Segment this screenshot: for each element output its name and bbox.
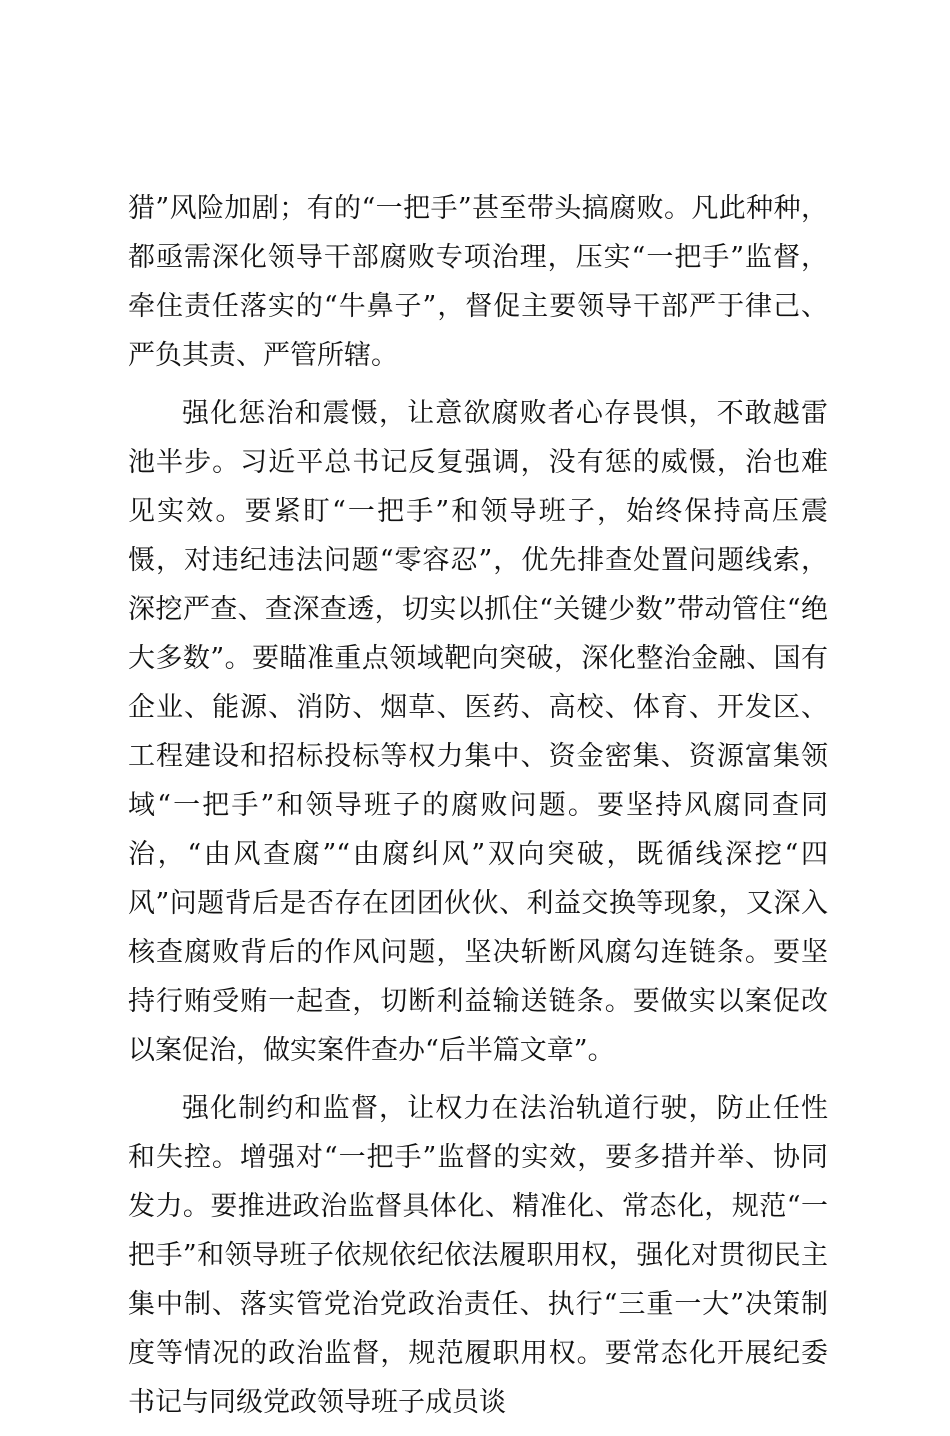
paragraph-2: 强化惩治和震慑，让意欲腐败者心存畏惧，不敢越雷池半步。习近平总书记反复强调，没有惩的威慑，治也难见实效。要紧盯“一把手”和领导班子，始终保持高压震慑，对违纪违法问题“零容忍”，优先排查处置问题线索，深挖严查、查深查透，切实以抓住“关键少数”带动管住“绝大多数”。要瞄准重点领域靶向突破，深化整治金融、国有企业、能源、消防、烟草、医药、高校、体育、开发区、工程建设和招标投标等权力集中、资金密集、资源富集领域“一把手”和领导班子的腐败问题。要坚持风腐同查同治，“由风查腐”“由腐纠风”双向突破，既循线深挖“四风”问题背后是否存在团团伙伙、利益交换等现象，又深入核查腐败背后的作风问题，坚决斩断风腐勾连链条。要坚持行贿受贿一起查，切断利益输送链条。要做实以案促改以案促治，做实案件查办“后半篇文章”。 xyxy=(128,398,828,1066)
paragraph-3: 强化制约和监督，让权力在法治轨道行驶，防止任性和失控。增强对“一把手”监督的实效，要多措并举、协同发力。要推进政治监督具体化、精准化、常态化，规范“一把手”和领导班子依规依纪依法履职用权，强化对贯彻民主集中制、落实管党治党政治责任、执行“三重一大”决策制度等情况的政治监督，规范履职用权。要常态化开展纪委书记与同级党政领导班子成员谈 xyxy=(128,1093,828,1418)
body-text xyxy=(128,184,828,1436)
paragraph-1: 猎”风险加剧；有的“一把手”甚至带头搞腐败。凡此种种，都亟需深化领导干部腐败专项治理，压实“一把手”监督，牵住责任落实的“牛鼻子”，督促主要领导干部严于律己、严负其责、严管所辖。 xyxy=(128,193,828,371)
